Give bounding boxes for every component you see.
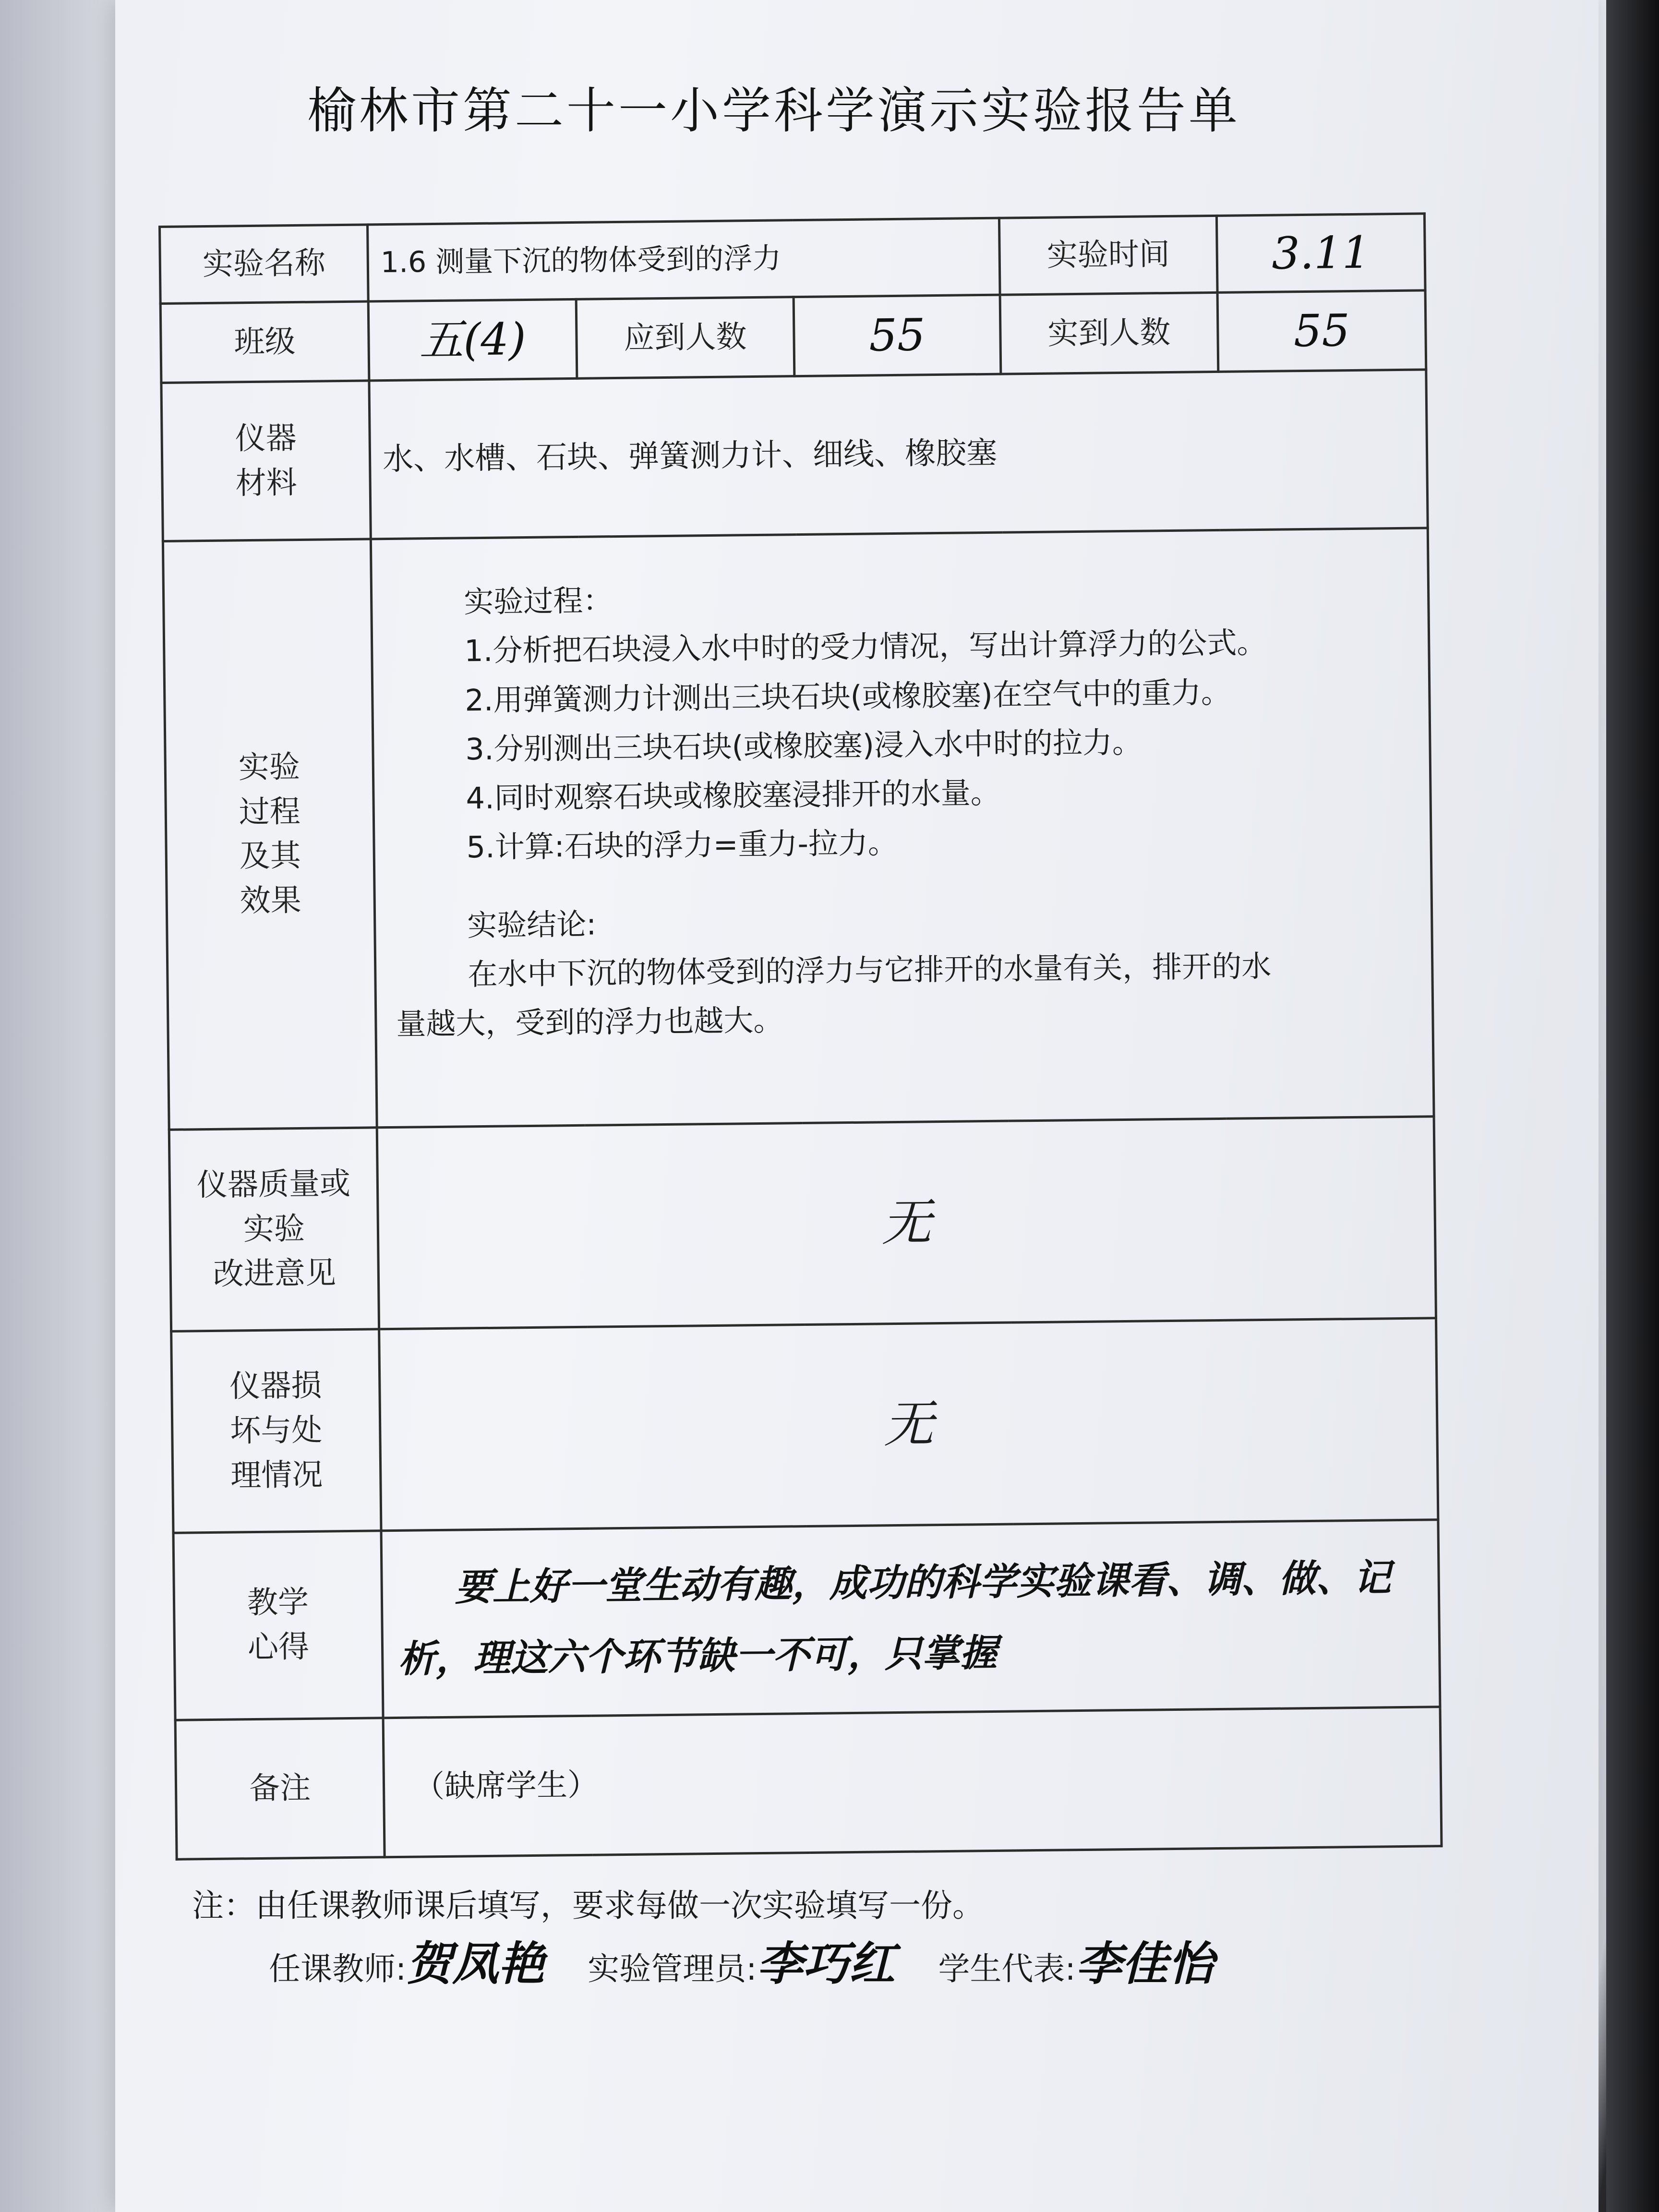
manager-label: 实验管理员: <box>588 1950 757 1987</box>
process-step: 2.用弹簧测力计测出三块石块(或橡胶塞)在空气中的重力。 <box>465 674 1231 718</box>
class-value: 五(4) <box>368 299 577 381</box>
experiment-name-value: 1.6 测量下沉的物体受到的浮力 <box>368 218 1000 301</box>
dark-background-edge <box>1606 0 1659 2212</box>
conclusion-text: 量越大，受到的浮力也越大。 <box>396 1002 783 1042</box>
teaching-handwriting-line: 要上好一堂生动有趣，成功的科学实验课看、调、做、记 <box>455 1556 1392 1610</box>
teaching-label-line: 心得 <box>247 1629 310 1666</box>
damage-label-line: 理情况 <box>230 1457 323 1494</box>
process-step: 3.分别测出三块石块(或橡胶塞)浸入水中时的拉力。 <box>465 724 1142 767</box>
row-damage <box>171 1318 1438 1533</box>
experiment-time-label: 实验时间 <box>999 216 1217 295</box>
footer-note: 注：由任课教师课后填写，要求每做一次实验填写一份。 <box>192 1887 984 1924</box>
materials-label <box>161 381 371 541</box>
process-step: 4.同时观察石块或橡胶塞浸排开的水量。 <box>466 775 1001 816</box>
student-signature: 李佳怡 <box>1075 1936 1214 1991</box>
process-content <box>371 528 1434 1128</box>
materials-value: 水、水槽、石块、弹簧测力计、细线、橡胶塞 <box>369 370 1428 539</box>
process-label <box>163 539 377 1130</box>
footer-notes <box>192 1882 1257 1998</box>
signature-row <box>192 1929 1257 1998</box>
class-label: 班级 <box>160 301 369 383</box>
report-form <box>158 212 1443 1860</box>
row-remarks <box>175 1707 1442 1859</box>
materials-label-line: 仪器 <box>235 420 297 457</box>
remarks-value: （缺席学生） <box>383 1707 1442 1857</box>
process-step: 1.分析把石块浸入水中时的受力情况，写出计算浮力的公式。 <box>464 625 1267 669</box>
quality-label-line: 仪器质量或 <box>196 1166 351 1203</box>
teaching-label <box>173 1530 383 1720</box>
row-name-time <box>160 214 1426 304</box>
actual-count-label: 实到人数 <box>1000 292 1218 374</box>
process-label-line: 实验 <box>238 749 301 786</box>
experiment-time-value: 3.11 <box>1216 214 1425 293</box>
damage-label-line: 仪器损 <box>229 1368 322 1405</box>
quality-label-line: 改进意见 <box>213 1255 337 1292</box>
damage-label-line: 坏与处 <box>229 1412 323 1449</box>
row-class-counts <box>160 290 1426 383</box>
quality-label <box>169 1128 379 1332</box>
experiment-name-label: 实验名称 <box>160 225 369 304</box>
process-label-line: 效果 <box>240 883 302 919</box>
process-step: 5.计算:石块的浮力=重力-拉力。 <box>466 825 898 865</box>
process-label-line: 过程 <box>239 793 301 830</box>
damage-value: 无 <box>379 1318 1438 1530</box>
student-label: 学生代表: <box>938 1950 1076 1987</box>
row-quality <box>169 1116 1436 1331</box>
report-title: 榆林市第二十一小学科学演示实验报告单 <box>307 83 1240 140</box>
expected-count-label: 应到人数 <box>576 297 794 379</box>
quality-value: 无 <box>377 1116 1436 1329</box>
process-heading: 实验过程： <box>463 583 613 620</box>
process-label-line: 及其 <box>239 838 301 875</box>
conclusion-heading: 实验结论: <box>467 906 597 943</box>
teacher-label: 任课教师: <box>269 1950 407 1987</box>
quality-label-line: 实验 <box>243 1211 305 1248</box>
teaching-label-line: 教学 <box>247 1585 309 1621</box>
row-materials <box>161 370 1428 541</box>
remarks-label: 备注 <box>175 1718 385 1859</box>
teacher-signature: 贺凤艳 <box>406 1936 545 1991</box>
teaching-value <box>381 1519 1440 1718</box>
actual-count-value: 55 <box>1217 290 1426 372</box>
background-page <box>0 0 125 2212</box>
damage-label <box>171 1329 381 1533</box>
teaching-handwriting-line: 析，理这六个环节缺一不可，只掌握 <box>397 1631 998 1682</box>
row-process <box>163 528 1434 1130</box>
expected-count-value: 55 <box>793 295 1001 376</box>
materials-label-line: 材料 <box>235 465 298 501</box>
row-teaching <box>173 1519 1440 1720</box>
manager-signature: 李巧红 <box>757 1936 895 1991</box>
conclusion-text: 在水中下沉的物体受到的浮力与它排开的水量有关，排开的水 <box>467 948 1272 992</box>
